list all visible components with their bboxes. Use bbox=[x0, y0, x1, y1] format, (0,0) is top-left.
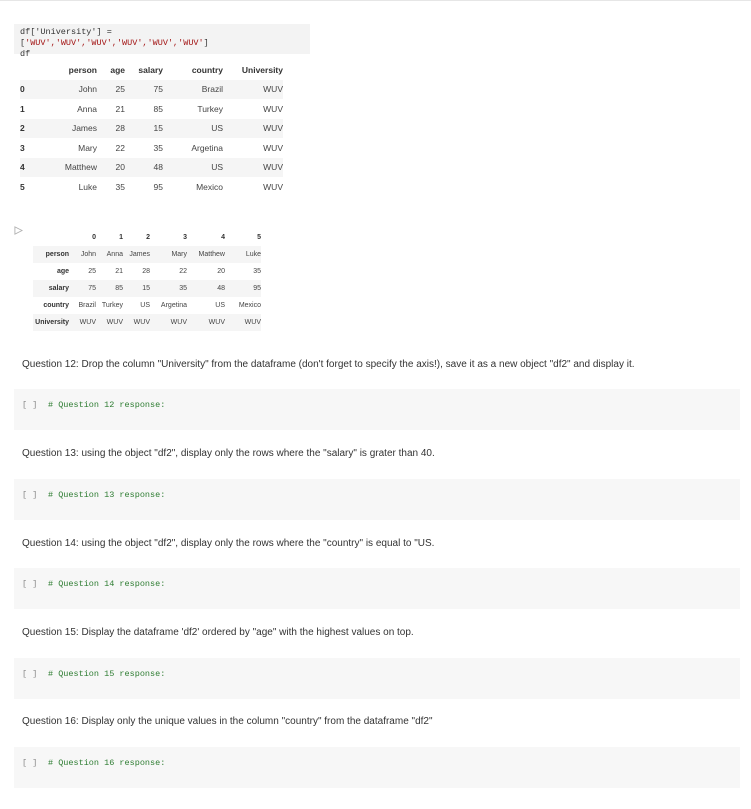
run-cell-button[interactable]: [ ] bbox=[22, 579, 38, 589]
code-cell-question-16[interactable] bbox=[14, 747, 740, 788]
table-header-row bbox=[33, 229, 261, 246]
column-header: 5 bbox=[257, 234, 261, 241]
table-cell: 20 bbox=[217, 268, 225, 275]
row-label: University bbox=[33, 314, 69, 331]
table-cell: Luke bbox=[78, 181, 97, 192]
code-line-2: df bbox=[20, 49, 31, 59]
table-cell: Anna bbox=[77, 103, 97, 114]
code-text: df['University'] = [ bbox=[20, 27, 112, 48]
table-row bbox=[33, 314, 261, 331]
table-cell: 75 bbox=[125, 80, 163, 100]
table-cell: 21 bbox=[115, 268, 123, 275]
table-row bbox=[33, 280, 261, 297]
code-line-1 bbox=[20, 27, 304, 49]
table-cell: Argetina bbox=[160, 302, 187, 309]
output-arrow-icon[interactable] bbox=[14, 226, 23, 237]
table-cell: WUV bbox=[223, 119, 283, 139]
code-comment: # Question 15 response: bbox=[48, 669, 166, 679]
code-comment: # Question 16 response: bbox=[48, 758, 166, 768]
table-cell: 95 bbox=[225, 280, 261, 297]
code-text: ] bbox=[203, 38, 209, 48]
run-cell-button[interactable]: [ ] bbox=[22, 758, 38, 768]
table-cell: John bbox=[69, 246, 96, 263]
table-cell: WUV bbox=[263, 142, 283, 153]
table-cell: WUV bbox=[263, 103, 283, 114]
table-cell: 21 bbox=[115, 103, 125, 114]
table-cell: 48 bbox=[125, 158, 163, 178]
column-header: person bbox=[68, 64, 97, 75]
table-cell: Luke bbox=[225, 246, 261, 263]
row-index: 5 bbox=[20, 181, 25, 192]
code-comment: # Question 12 response: bbox=[48, 400, 166, 410]
column-header: salary bbox=[138, 64, 163, 75]
row-index: 4 bbox=[20, 158, 42, 178]
table-cell: 28 bbox=[142, 268, 150, 275]
table-cell: 22 bbox=[179, 268, 187, 275]
dataframe-output bbox=[20, 60, 283, 197]
table-cell: 35 bbox=[115, 181, 125, 192]
column-header: 3 bbox=[183, 234, 187, 241]
code-cell-question-13[interactable] bbox=[14, 479, 740, 520]
column-header: University bbox=[241, 64, 283, 75]
table-cell: Turkey bbox=[101, 302, 123, 309]
table-cell: US bbox=[163, 119, 223, 139]
table-cell: WUV bbox=[69, 314, 96, 331]
row-index: 2 bbox=[20, 119, 42, 139]
table-cell: Anna bbox=[96, 246, 123, 263]
row-label: country bbox=[43, 302, 69, 309]
table-cell: 20 bbox=[97, 158, 125, 178]
table-row bbox=[20, 119, 283, 139]
question-13-text: Question 13: using the object "df2", display only the rows where the "salary" is grater than 40. bbox=[22, 448, 435, 459]
table-cell: WUV bbox=[96, 314, 123, 331]
table-cell: John bbox=[42, 80, 97, 100]
row-index: 1 bbox=[20, 103, 25, 114]
table-cell: Matthew bbox=[42, 158, 97, 178]
table-cell: 28 bbox=[97, 119, 125, 139]
table-row bbox=[33, 246, 261, 263]
dataframe-transposed-output bbox=[33, 229, 261, 331]
table-cell: 35 bbox=[153, 142, 163, 153]
column-header: 2 bbox=[146, 234, 150, 241]
table-cell: Argetina bbox=[191, 142, 223, 153]
column-header: age bbox=[110, 64, 125, 75]
table-cell: 85 bbox=[96, 280, 123, 297]
column-header: 4 bbox=[221, 234, 225, 241]
column-header: 0 bbox=[92, 234, 96, 241]
table-cell: 48 bbox=[187, 280, 225, 297]
table-cell: 25 bbox=[88, 268, 96, 275]
table-cell: Matthew bbox=[187, 246, 225, 263]
table-cell: US bbox=[140, 302, 150, 309]
code-cell-question-12[interactable] bbox=[14, 389, 740, 430]
column-header: 1 bbox=[119, 234, 123, 241]
table-cell: 25 bbox=[97, 80, 125, 100]
table-cell: WUV bbox=[263, 181, 283, 192]
table-cell: 35 bbox=[150, 280, 187, 297]
table-cell: James bbox=[123, 246, 150, 263]
table-cell: 15 bbox=[125, 119, 163, 139]
table-cell: WUV bbox=[223, 158, 283, 178]
table-cell: 85 bbox=[153, 103, 163, 114]
table-header-row bbox=[20, 60, 283, 80]
row-label: person bbox=[33, 246, 69, 263]
code-cell[interactable] bbox=[14, 24, 310, 59]
run-cell-button[interactable]: [ ] bbox=[22, 669, 38, 679]
table-cell: US bbox=[163, 158, 223, 178]
table-cell: Mary bbox=[78, 142, 97, 153]
table-cell: WUV bbox=[223, 80, 283, 100]
table-row bbox=[20, 158, 283, 178]
table-row bbox=[20, 177, 283, 197]
table-row bbox=[20, 138, 283, 158]
top-divider bbox=[0, 0, 751, 1]
table-cell: 15 bbox=[123, 280, 150, 297]
table-row bbox=[20, 80, 283, 100]
code-cell-question-14[interactable] bbox=[14, 568, 740, 609]
code-comment: # Question 14 response: bbox=[48, 579, 166, 589]
run-cell-button[interactable]: [ ] bbox=[22, 400, 38, 410]
table-cell: US bbox=[215, 302, 225, 309]
table-cell: Brazil bbox=[163, 80, 223, 100]
code-string: 'WUV','WUV','WUV','WUV','WUV','WUV' bbox=[25, 38, 204, 48]
table-cell: Mary bbox=[150, 246, 187, 263]
table-row bbox=[33, 297, 261, 314]
question-16-text: Question 16: Display only the unique values in the column "country" from the dataframe "df2" bbox=[22, 716, 433, 727]
table-cell: 75 bbox=[69, 280, 96, 297]
code-cell-question-15[interactable] bbox=[14, 658, 740, 699]
index-header bbox=[20, 60, 42, 80]
table-cell: Brazil bbox=[78, 302, 96, 309]
question-14-text: Question 14: using the object "df2", display only the rows where the "country" is equal to "US. bbox=[22, 538, 435, 549]
table-cell: 35 bbox=[253, 268, 261, 275]
table-cell: WUV bbox=[187, 314, 225, 331]
row-index: 3 bbox=[20, 142, 25, 153]
table-cell: WUV bbox=[150, 314, 187, 331]
question-15-text: Question 15: Display the dataframe 'df2' ordered by "age" with the highest values on top. bbox=[22, 627, 414, 638]
index-header bbox=[33, 229, 69, 246]
question-12-text: Question 12: Drop the column "University" from the dataframe (don't forget to specify the axis!), save it as a new object "df2" and display it. bbox=[22, 359, 635, 370]
table-cell: Turkey bbox=[197, 103, 223, 114]
row-label: salary bbox=[33, 280, 69, 297]
column-header: country bbox=[191, 64, 223, 75]
table-row bbox=[20, 99, 283, 119]
table-cell: WUV bbox=[225, 314, 261, 331]
run-cell-button[interactable]: [ ] bbox=[22, 490, 38, 500]
code-comment: # Question 13 response: bbox=[48, 490, 166, 500]
table-cell: 95 bbox=[153, 181, 163, 192]
table-cell: James bbox=[42, 119, 97, 139]
table-cell: Mexico bbox=[238, 302, 261, 309]
table-row bbox=[33, 263, 261, 280]
table-cell: Mexico bbox=[196, 181, 223, 192]
table-cell: 22 bbox=[115, 142, 125, 153]
row-label: age bbox=[56, 268, 69, 275]
row-index: 0 bbox=[20, 80, 42, 100]
table-cell: WUV bbox=[123, 314, 150, 331]
